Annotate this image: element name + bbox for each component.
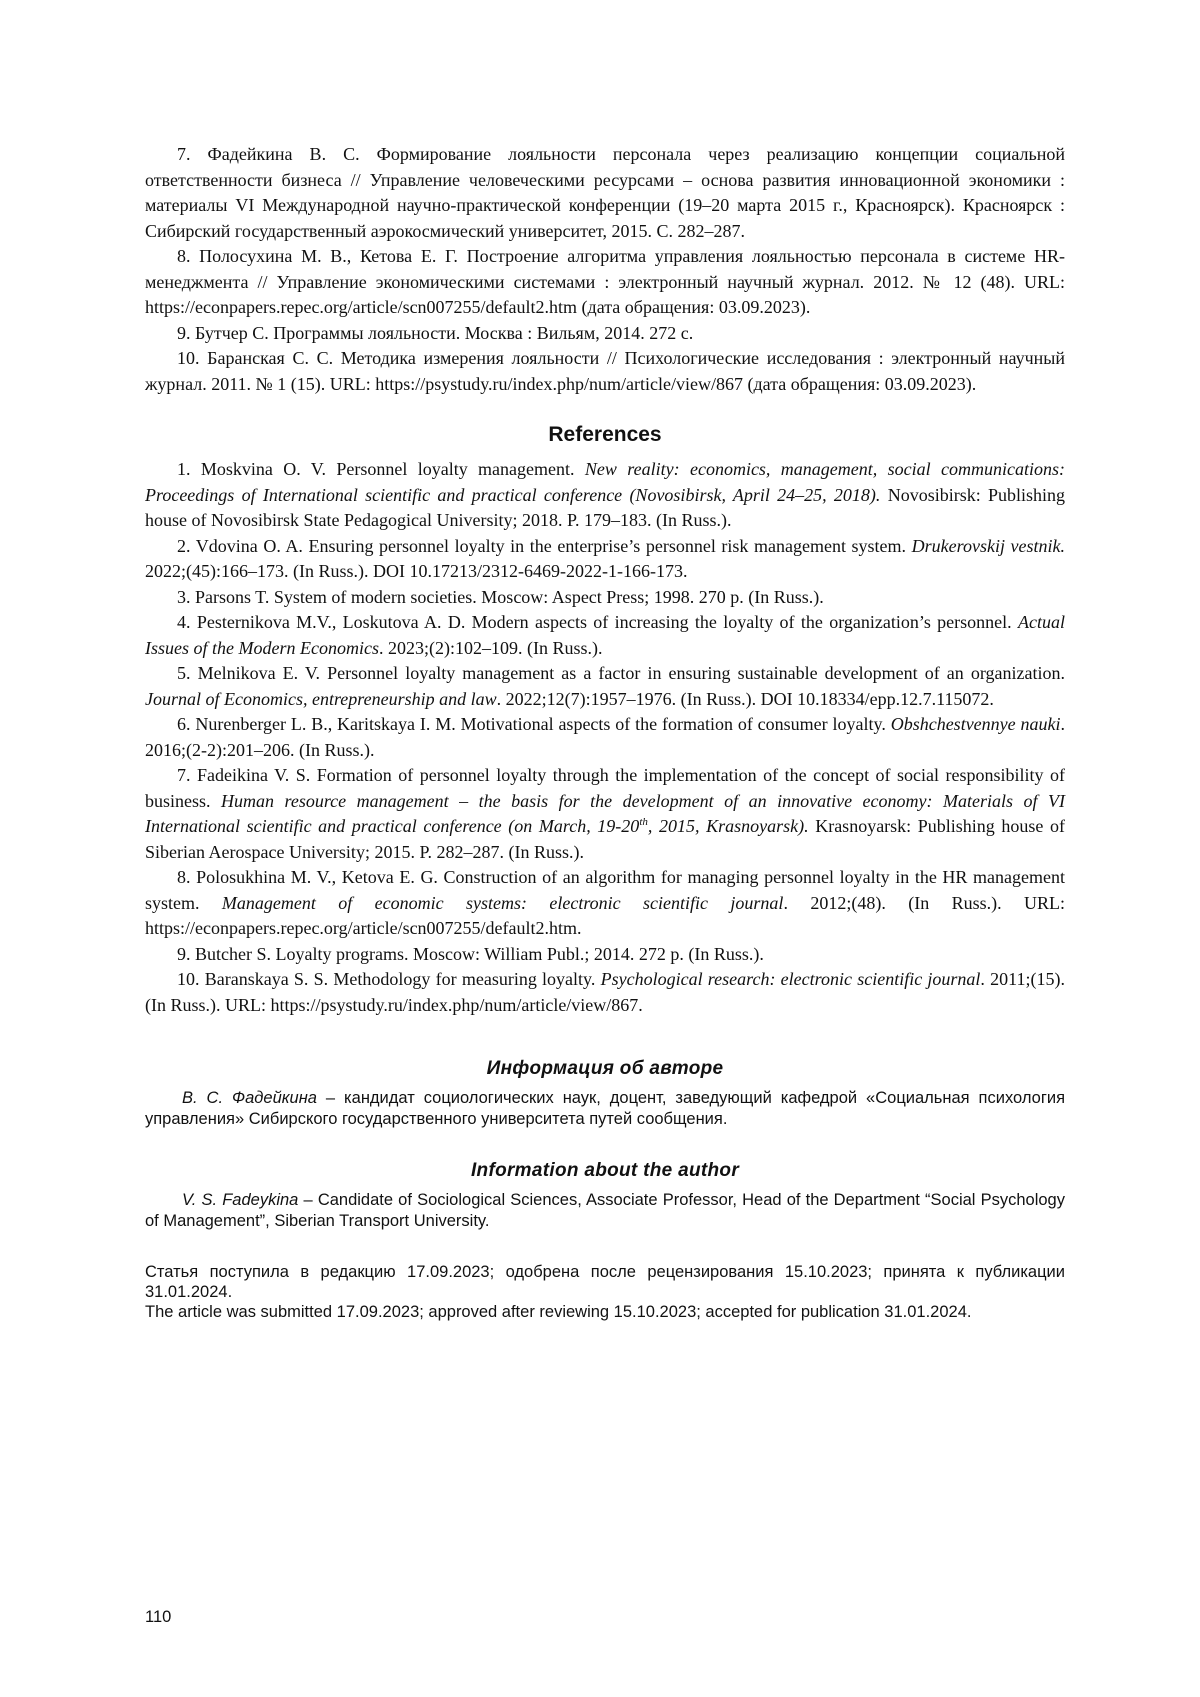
author-info-en-text: V. S. Fadeykina – Candidate of Sociological Sciences, Associate Professor, Head of the Department “Social Psychology of Management”, Siberian Transport University. <box>145 1190 1065 1232</box>
author-name-ru: В. С. Фадейкина <box>182 1089 317 1107</box>
en-reference-item: 3. Parsons T. System of modern societies. Moscow: Aspect Press; 1998. 270 p. (In Russ.). <box>145 585 1065 611</box>
en-reference-item: 8. Polosukhina M. V., Ketova E. G. Construction of an algorithm for managing personnel loyalty in the HR management system. Management of economic systems: electronic scientific journal. 2012;(48). (In Russ.). URL: https://econpapers.repec.org/article/scn007255/default2.htm. <box>145 865 1065 942</box>
en-reference-item: 10. Baranskaya S. S. Methodology for measuring loyalty. Psychological research: electronic scientific journal. 2011;(15). (In Russ.). URL: https://psystudy.ru/index.php/num/article/view/867. <box>145 967 1065 1018</box>
page-content <box>145 142 1065 1322</box>
page-number: 110 <box>145 1608 171 1627</box>
en-reference-item: 2. Vdovina O. A. Ensuring personnel loyalty in the enterprise’s personnel risk management system. Drukerovskij vestnik. 2022;(45):166–173. (In Russ.). DOI 10.17213/2312-6469-2022-1-166-173. <box>145 534 1065 585</box>
author-info-en <box>145 1160 1065 1232</box>
author-info-ru-text: В. С. Фадейкина – кандидат социологических наук, доцент, заведующий кафедрой «Социальная психология управления» Сибирского государственного университета путей сообщения. <box>145 1088 1065 1130</box>
ru-reference-item: 10. Баранская С. С. Методика измерения лояльности // Психологические исследования : электронный научный журнал. 2011. № 1 (15). URL: https://psystudy.ru/index.php/num/article/view/867 (дата обращения: 03.09.2023). <box>145 346 1065 397</box>
author-info-ru-heading: Информация об авторе <box>145 1058 1065 1080</box>
en-reference-item: 4. Pesternikova M.V., Loskutova A. D. Modern aspects of increasing the loyalty of the organization’s personnel. Actual Issues of the Modern Economics. 2023;(2):102–109. (In Russ.). <box>145 610 1065 661</box>
article-dates <box>145 1262 1065 1322</box>
author-name-en: V. S. Fadeykina <box>182 1191 298 1209</box>
author-info-en-heading: Information about the author <box>145 1160 1065 1182</box>
en-reference-item: 1. Moskvina O. V. Personnel loyalty management. New reality: economics, management, social communications: Proceedings of International scientific and practical conference (Novosibirsk, April 24–25, 2018). Novosibirsk: Publishing house of Novosibirsk State Pedagogical University; 2018. P. 179–183. (In Russ.). <box>145 457 1065 534</box>
ru-reference-item: 7. Фадейкина В. С. Формирование лояльности персонала через реализацию концепции социальной ответственности бизнеса // Управление человеческими ресурсами – основа развития инновационной экономики : материалы VI Международной научно-практической конференции (19–20 марта 2015 г., Красноярск). Красноярск : Сибирский государственный аэрокосмический университет, 2015. С. 282–287. <box>145 142 1065 244</box>
ru-reference-item: 9. Бутчер С. Программы лояльности. Москва : Вильям, 2014. 272 с. <box>145 321 1065 347</box>
article-dates-en: The article was submitted 17.09.2023; approved after reviewing 15.10.2023; accepted for publication 31.01.2024. <box>145 1302 1065 1322</box>
en-reference-item: 7. Fadeikina V. S. Formation of personnel loyalty through the implementation of the concept of social responsibility of business. Human resource management – the basis for the development of an innovative economy: Materials of VI International scientific and practical conference (on March, 19-20th, 2015, Krasnoyarsk). Krasnoyarsk: Publishing house of Siberian Aerospace University; 2015. P. 282–287. (In Russ.). <box>145 763 1065 865</box>
en-reference-item: 6. Nurenberger L. B., Karitskaya I. M. Motivational aspects of the formation of consumer loyalty. Obshchestvennye nauki. 2016;(2-2):201–206. (In Russ.). <box>145 712 1065 763</box>
ru-reference-list <box>145 142 1065 397</box>
en-reference-item: 5. Melnikova E. V. Personnel loyalty management as a factor in ensuring sustainable development of an organization. Journal of Economics, entrepreneurship and law. 2022;12(7):1957–1976. (In Russ.). DOI 10.18334/epp.12.7.115072. <box>145 661 1065 712</box>
author-info-ru <box>145 1058 1065 1130</box>
references-heading: References <box>145 423 1065 447</box>
article-dates-ru: Статья поступила в редакцию 17.09.2023; одобрена после рецензирования 15.10.2023; принята к публикации 31.01.2024. <box>145 1262 1065 1302</box>
en-reference-item: 9. Butcher S. Loyalty programs. Moscow: William Publ.; 2014. 272 p. (In Russ.). <box>145 942 1065 968</box>
ru-reference-item: 8. Полосухина М. В., Кетова Е. Г. Построение алгоритма управления лояльностью персонала в системе HR-менеджмента // Управление экономическими системами : электронный научный журнал. 2012. № 12 (48). URL: https://econpapers.repec.org/article/scn007255/default2.htm (дата обращения: 03.09.2023). <box>145 244 1065 321</box>
en-reference-list <box>145 457 1065 1018</box>
